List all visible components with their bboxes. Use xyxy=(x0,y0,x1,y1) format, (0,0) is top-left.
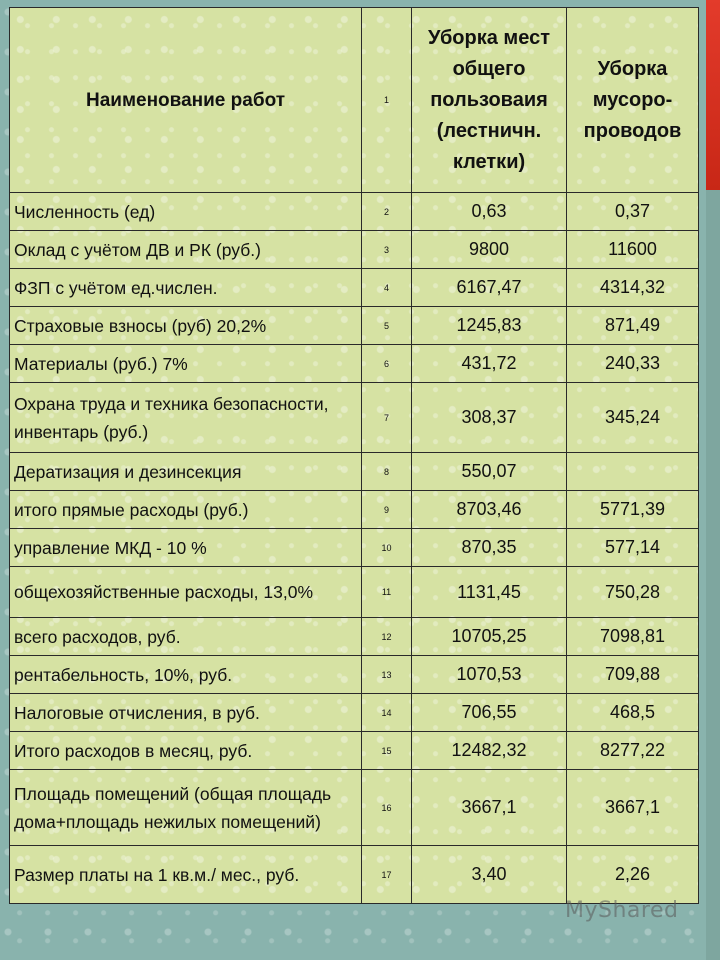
row-name: Размер платы на 1 кв.м./ мес., руб. xyxy=(10,846,362,904)
row-value-2: 3667,1 xyxy=(567,770,699,846)
row-value-1: 9800 xyxy=(412,231,567,269)
row-number: 17 xyxy=(362,846,412,904)
table-row xyxy=(10,732,699,770)
table-row xyxy=(10,846,699,904)
table-row xyxy=(10,193,699,231)
row-value-1: 1131,45 xyxy=(412,567,567,618)
row-value-1: 1245,83 xyxy=(412,307,567,345)
row-number: 13 xyxy=(362,656,412,694)
row-value-1: 3,40 xyxy=(412,846,567,904)
table-row xyxy=(10,694,699,732)
table-row xyxy=(10,383,699,453)
row-name: Площадь помещений (общая площадь дома+площадь нежилых помещений) xyxy=(10,770,362,846)
table-row xyxy=(10,567,699,618)
row-number: 11 xyxy=(362,567,412,618)
row-value-1: 8703,46 xyxy=(412,491,567,529)
row-name: Дератизация и дезинсекция xyxy=(10,453,362,491)
header-col1: Уборка мест общего пользоваия (лестничн. клетки) xyxy=(412,8,567,193)
row-name: всего расходов, руб. xyxy=(10,618,362,656)
row-value-1: 308,37 xyxy=(412,383,567,453)
row-value-2: 468,5 xyxy=(567,694,699,732)
row-value-1: 870,35 xyxy=(412,529,567,567)
row-value-2: 7098,81 xyxy=(567,618,699,656)
row-name: общехозяйственные расходы, 13,0% xyxy=(10,567,362,618)
header-name: Наименование работ xyxy=(10,8,362,193)
table-row xyxy=(10,231,699,269)
cost-table xyxy=(9,7,699,904)
row-number: 16 xyxy=(362,770,412,846)
watermark-logo: MyShared xyxy=(565,898,679,923)
row-value-2: 709,88 xyxy=(567,656,699,694)
row-number: 8 xyxy=(362,453,412,491)
row-name: Оклад с учётом ДВ и РК (руб.) xyxy=(10,231,362,269)
table-row xyxy=(10,269,699,307)
row-name: Страховые взносы (руб) 20,2% xyxy=(10,307,362,345)
row-value-2: 345,24 xyxy=(567,383,699,453)
row-value-1: 10705,25 xyxy=(412,618,567,656)
row-name: ФЗП с учётом ед.числен. xyxy=(10,269,362,307)
row-value-1: 1070,53 xyxy=(412,656,567,694)
row-name: итого прямые расходы (руб.) xyxy=(10,491,362,529)
row-value-2: 4314,32 xyxy=(567,269,699,307)
row-number: 3 xyxy=(362,231,412,269)
table-row xyxy=(10,453,699,491)
table-row xyxy=(10,618,699,656)
table-row xyxy=(10,656,699,694)
row-name: управление МКД - 10 % xyxy=(10,529,362,567)
row-number: 12 xyxy=(362,618,412,656)
row-value-2: 11600 xyxy=(567,231,699,269)
row-value-2: 240,33 xyxy=(567,345,699,383)
row-number: 5 xyxy=(362,307,412,345)
table-row xyxy=(10,307,699,345)
row-number: 7 xyxy=(362,383,412,453)
row-number: 10 xyxy=(362,529,412,567)
row-value-2: 750,28 xyxy=(567,567,699,618)
row-value-2: 0,37 xyxy=(567,193,699,231)
row-value-2: 2,26 xyxy=(567,846,699,904)
row-value-1: 6167,47 xyxy=(412,269,567,307)
row-value-1: 706,55 xyxy=(412,694,567,732)
row-value-1: 12482,32 xyxy=(412,732,567,770)
row-value-1: 431,72 xyxy=(412,345,567,383)
row-value-2: 5771,39 xyxy=(567,491,699,529)
header-num: 1 xyxy=(362,8,412,193)
row-name: Охрана труда и техника безопасности, инвентарь (руб.) xyxy=(10,383,362,453)
table-row xyxy=(10,529,699,567)
row-value-2: 577,14 xyxy=(567,529,699,567)
row-number: 6 xyxy=(362,345,412,383)
row-value-2 xyxy=(567,453,699,491)
row-value-1: 550,07 xyxy=(412,453,567,491)
accent-strip xyxy=(706,0,720,190)
row-number: 4 xyxy=(362,269,412,307)
row-value-2: 8277,22 xyxy=(567,732,699,770)
row-value-2: 871,49 xyxy=(567,307,699,345)
header-row xyxy=(10,8,699,193)
table-row xyxy=(10,491,699,529)
row-name: Итого расходов в месяц, руб. xyxy=(10,732,362,770)
row-number: 9 xyxy=(362,491,412,529)
row-value-1: 3667,1 xyxy=(412,770,567,846)
header-col2: Уборка мусоро-проводов xyxy=(567,8,699,193)
side-strip xyxy=(706,190,720,960)
row-name: Материалы (руб.) 7% xyxy=(10,345,362,383)
row-number: 15 xyxy=(362,732,412,770)
row-name: Численность (ед) xyxy=(10,193,362,231)
row-number: 2 xyxy=(362,193,412,231)
row-value-1: 0,63 xyxy=(412,193,567,231)
row-name: рентабельность, 10%, руб. xyxy=(10,656,362,694)
row-name: Налоговые отчисления, в руб. xyxy=(10,694,362,732)
table-row xyxy=(10,345,699,383)
row-number: 14 xyxy=(362,694,412,732)
table-row xyxy=(10,770,699,846)
